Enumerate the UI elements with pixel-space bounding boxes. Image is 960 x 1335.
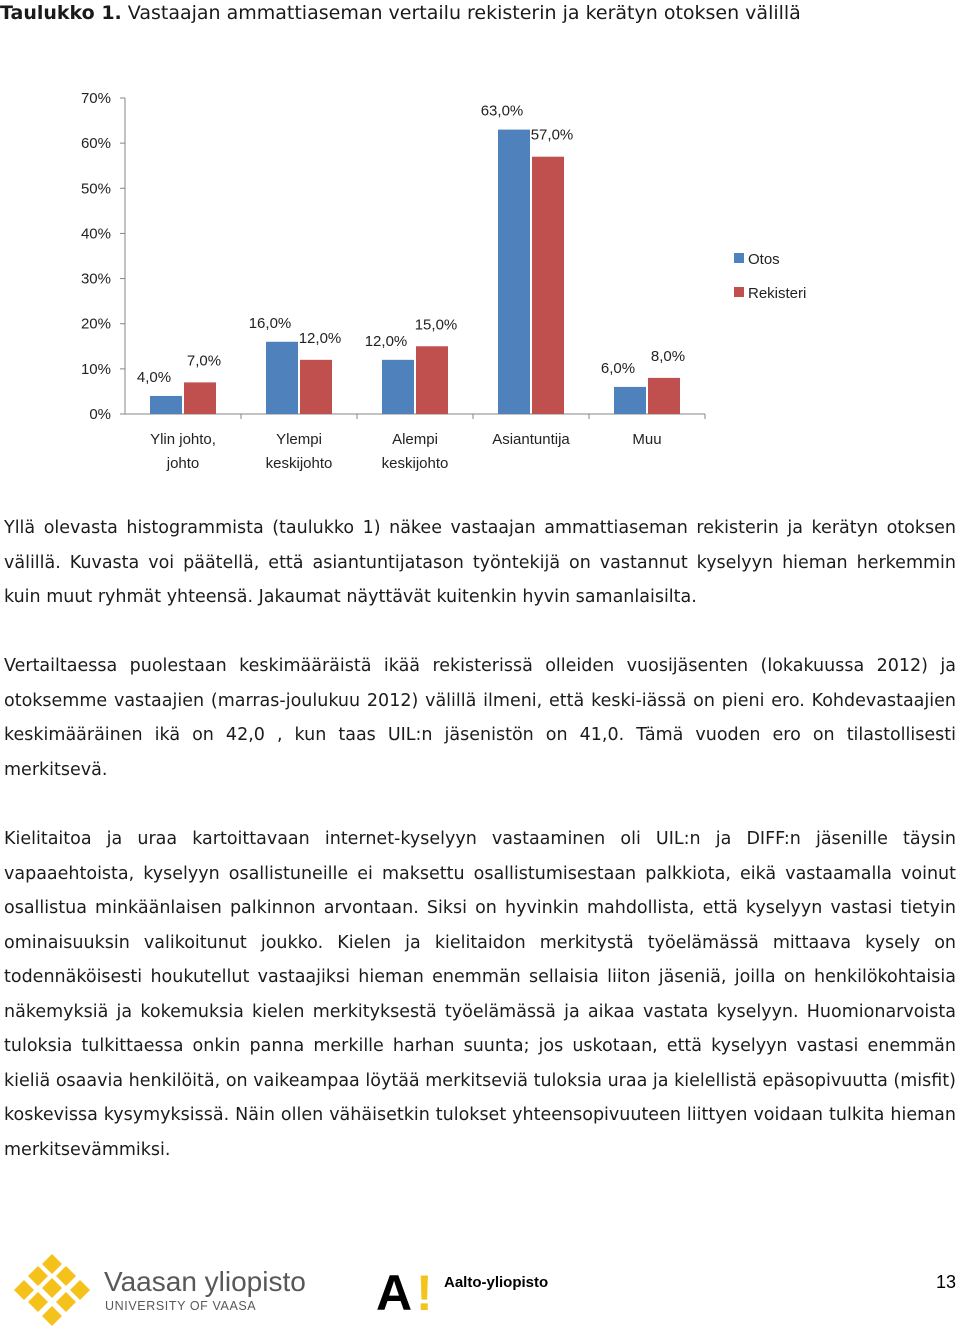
vaasa-logo-icon <box>10 1252 94 1328</box>
vaasa-university-name: Vaasan yliopisto <box>104 1266 306 1297</box>
bar-rekisteri <box>648 378 680 414</box>
data-label: 12,0% <box>364 332 408 350</box>
y-tick-label: 30% <box>80 270 111 288</box>
paragraph-1: Yllä olevasta histogrammista (taulukko 1) näkee vastaajan ammattiaseman rekisterin ja kerätyn otoksen välillä. Kuvasta voi päätellä, että asiantuntijatason työntekijä on vastannut kyselyyn hieman herkemmin kuin muut ryhmät yhteensä. Jakaumat näyttävät kuitenkin hyvin samanlaisilta. <box>4 518 956 607</box>
bar-rekisteri <box>184 382 216 414</box>
bar-otos <box>382 360 414 414</box>
y-tick-label: 50% <box>80 180 111 198</box>
y-tick-label: 60% <box>80 135 111 153</box>
x-tick-label: keskijohto <box>265 455 333 472</box>
data-label: 16,0% <box>248 314 292 332</box>
x-tick-label: Alempi <box>392 431 438 448</box>
aalto-university-name: Aalto-yliopisto <box>444 1274 549 1291</box>
bar-otos <box>498 130 530 414</box>
bar-rekisteri <box>300 360 332 414</box>
x-tick-label: Ylempi <box>276 431 322 448</box>
data-label: 57,0% <box>530 126 574 144</box>
x-tick-label: Ylin johto, <box>150 431 216 448</box>
bar-rekisteri <box>416 346 448 414</box>
bar-chart <box>0 80 960 480</box>
bar-rekisteri <box>532 157 564 414</box>
paragraph-3: Kielitaitoa ja uraa kartoittavaan internet-kyselyyn vastaaminen oli UIL:n ja DIFF:n jäsenille täysin vapaaehtoista, kyselyyn osallistuneille ei maksettu osallistumisestaan palkkiota, eikä vastaamalla voinut osallistua minkäänlaisen palkinnon arvontaan. Siksi on hyvinkin mahdollista, että kyselyyn vastasi tietyin ominaisuuksin valikoitunut joukko. Kielen ja kielitaidon merkitystä työelämässä mittaava kysely on todennäköisesti houkutellut vastaajiksi hieman enemmän sellaisia liiton jäseniä, joilla on henkilökohtaisia näkemyksiä ja kokemuksia kielen merkityksestä työelämässä ja aikaa vastata kyselyyn. Huomionarvoista tuloksia tulkittaessa onkin panna merkille harhan suunta; jos uskotaan, että kyselyyn vastasi enemmän kieliä osaavia henkilöitä, on vaikeampaa löytää merkitseviä tuloksia uraa ja kielellistä epäsopivuutta (misfit) koskevissa kysymyksissä. Näin ollen vähäisetkin tulokset yhteensopivuuteen liittyen voidaan tulkita hieman merkitsevämmiksi. <box>4 829 956 1160</box>
data-label: 63,0% <box>480 102 524 120</box>
page-number: 13 <box>936 1272 957 1292</box>
aalto-logo-letter: A <box>376 1265 413 1321</box>
x-tick-label: keskijohto <box>381 455 449 472</box>
aalto-logo-exclaim: ! <box>416 1265 433 1321</box>
vaasa-university-subtitle: UNIVERSITY OF VAASA <box>105 1299 257 1313</box>
bar-otos <box>150 396 182 414</box>
y-tick-label: 70% <box>80 90 111 107</box>
data-label: 12,0% <box>298 329 342 347</box>
legend-swatch <box>734 287 744 297</box>
data-label: 4,0% <box>136 368 172 386</box>
data-label: 8,0% <box>650 347 686 365</box>
legend-label: Otos <box>748 251 780 268</box>
x-tick-label: Muu <box>632 431 662 448</box>
y-tick-label: 10% <box>80 360 111 378</box>
caption-prefix: Taulukko 1. <box>0 2 122 24</box>
bar-otos <box>266 342 298 414</box>
bar-otos <box>614 387 646 414</box>
legend-swatch <box>734 253 744 263</box>
y-tick-label: 40% <box>80 225 111 243</box>
x-tick-label: johto <box>166 455 200 472</box>
y-tick-label: 0% <box>89 406 111 423</box>
table-caption <box>0 0 960 26</box>
data-label: 7,0% <box>186 352 222 370</box>
caption-text: Vastaajan ammattiaseman vertailu rekisterin ja kerätyn otoksen välillä <box>121 2 801 24</box>
x-tick-label: Asiantuntija <box>492 431 570 448</box>
legend-label: Rekisteri <box>748 285 807 302</box>
y-tick-label: 20% <box>80 315 111 333</box>
data-label: 6,0% <box>600 359 636 377</box>
data-label: 15,0% <box>414 316 458 334</box>
paragraph-2: Vertailtaessa puolestaan keskimääräistä ikää rekisterissä olleiden vuosijäsenten (lokakuussa 2012) ja otoksemme vastaajien (marras-joulukuu 2012) välillä ilmeni, että keski-iässä on pieni ero. Kohdevastaajien keskimääräinen ikä on 42,0 , kun taas UIL:n jäsenistön on 41,0. Tämä vuoden ero on tilastollisesti merkitsevä. <box>4 656 956 780</box>
